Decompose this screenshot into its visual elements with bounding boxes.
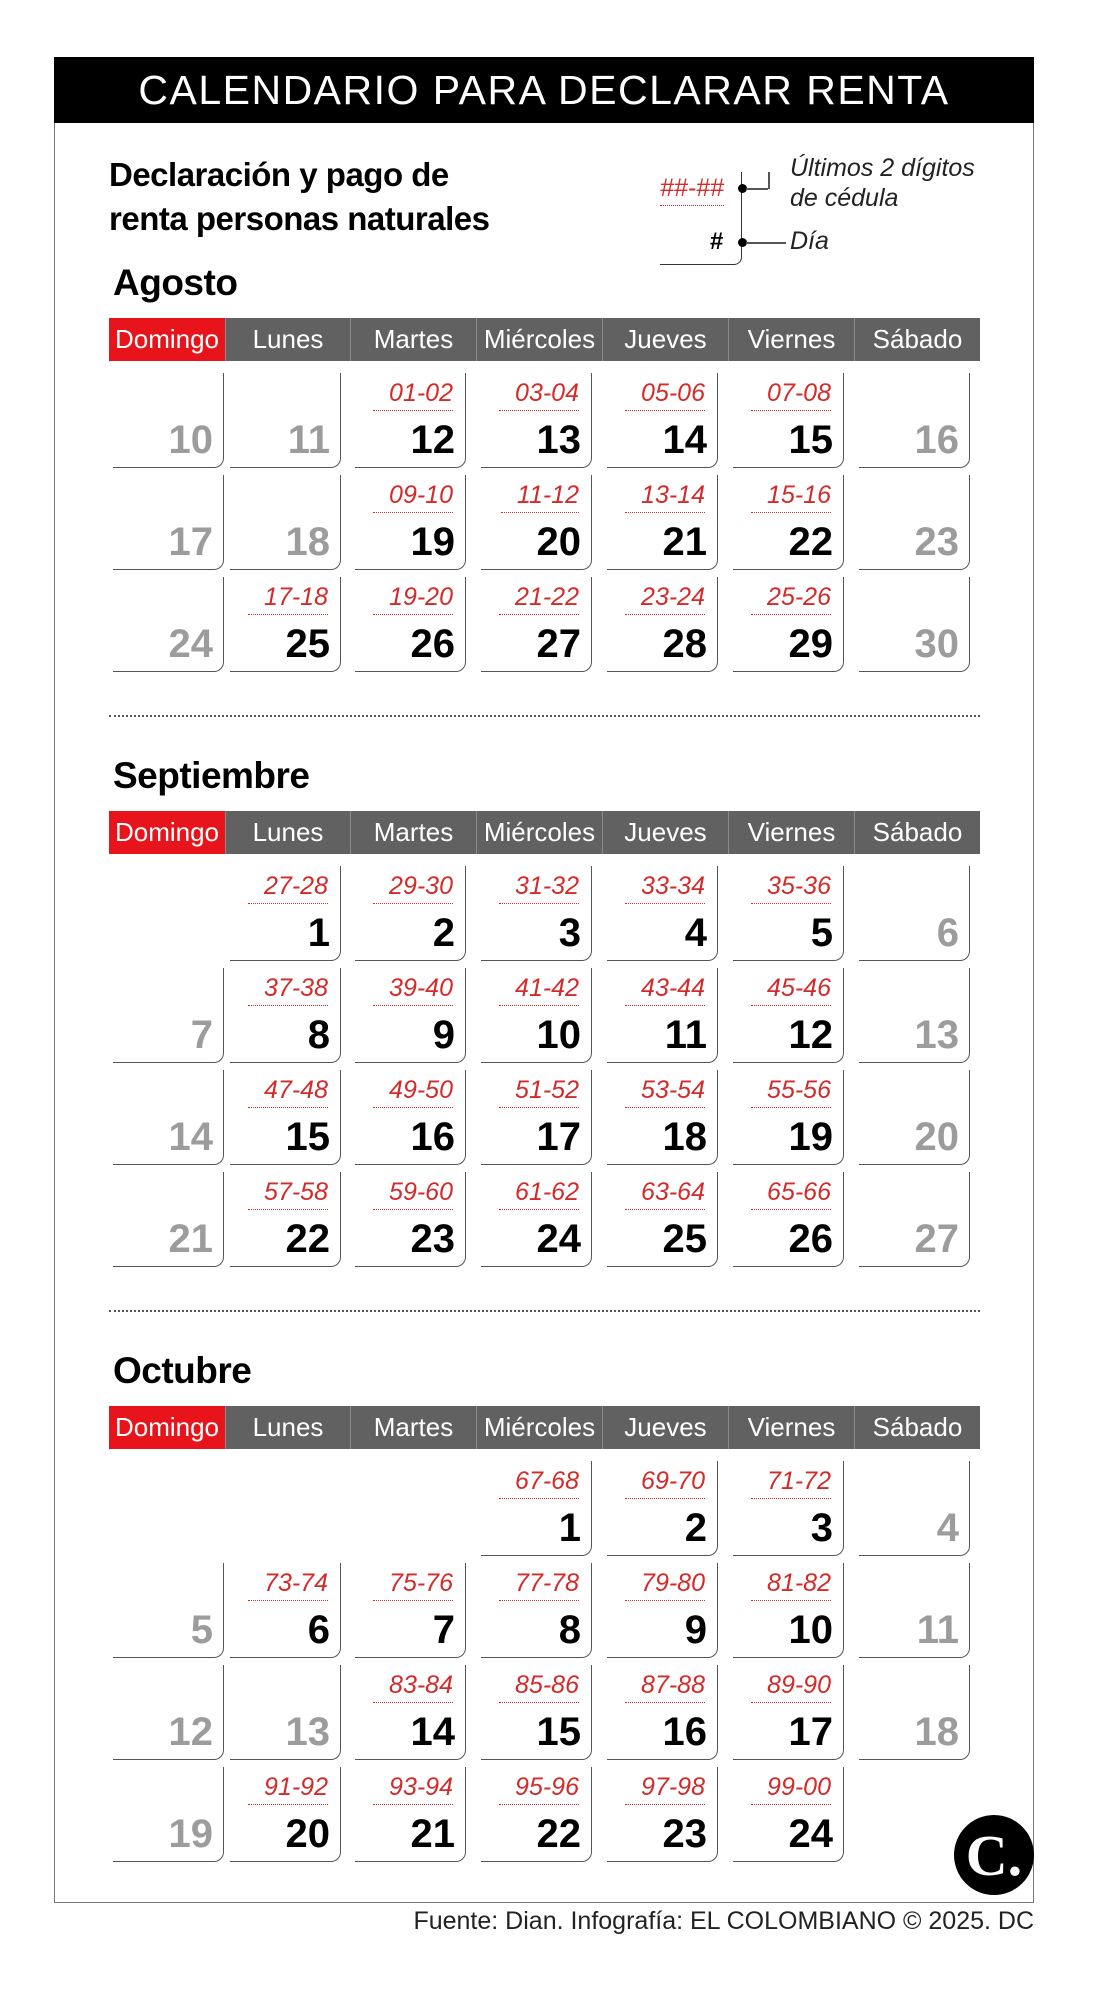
subtitle-line-2: renta personas naturales (109, 200, 490, 237)
weekday-2: Martes (351, 811, 477, 854)
cedula-digits: 63-64 (625, 1177, 705, 1210)
calendar-day (113, 1070, 224, 1165)
cedula-digits: 69-70 (625, 1466, 705, 1499)
day-number: 3 (810, 1506, 833, 1550)
day-number: 18 (914, 1710, 959, 1754)
cedula-digits: 05-06 (625, 378, 705, 411)
deadline-day (607, 1070, 718, 1165)
day-number: 26 (410, 622, 455, 666)
deadline-day (733, 1665, 844, 1760)
deadline-day (733, 373, 844, 468)
deadline-day (355, 866, 466, 961)
day-number: 8 (558, 1608, 581, 1652)
day-number: 28 (662, 622, 707, 666)
calendar-day (113, 1172, 224, 1267)
calendar-day (859, 373, 970, 468)
legend-digits-label-line-2: de cédula (790, 184, 899, 212)
weekday-3: Miércoles (477, 811, 603, 854)
day-number: 12 (410, 418, 455, 462)
deadline-day (481, 1461, 592, 1556)
day-number: 10 (168, 418, 213, 462)
cedula-digits: 07-08 (751, 378, 831, 411)
day-number: 17 (788, 1710, 833, 1754)
weekday-1: Lunes (226, 318, 351, 361)
cedula-digits: 93-94 (373, 1772, 453, 1805)
day-number: 20 (536, 520, 581, 564)
day-number: 2 (684, 1506, 707, 1550)
day-number: 24 (168, 622, 213, 666)
weekday-0: Domingo (109, 1406, 226, 1449)
cedula-digits: 47-48 (248, 1075, 328, 1108)
day-number: 21 (410, 1812, 455, 1856)
day-number: 19 (788, 1115, 833, 1159)
day-number: 2 (432, 911, 455, 955)
cedula-digits: 57-58 (248, 1177, 328, 1210)
deadline-day (607, 1172, 718, 1267)
cedula-digits: 87-88 (625, 1670, 705, 1703)
day-number: 25 (662, 1217, 707, 1261)
day-number: 24 (788, 1812, 833, 1856)
calendar-day (113, 1767, 224, 1862)
day-number: 8 (307, 1013, 330, 1057)
day-number: 11 (664, 1013, 707, 1057)
weekday-2: Martes (351, 1406, 477, 1449)
calendar-day (230, 475, 341, 570)
deadline-day (355, 475, 466, 570)
cedula-digits: 45-46 (751, 973, 831, 1006)
weekday-1: Lunes (226, 1406, 351, 1449)
calendar-day (859, 1665, 970, 1760)
day-number: 12 (788, 1013, 833, 1057)
deadline-day (230, 1563, 341, 1658)
cedula-digits: 13-14 (625, 480, 705, 513)
cedula-digits: 85-86 (499, 1670, 579, 1703)
deadline-day (481, 866, 592, 961)
cedula-digits: 21-22 (499, 582, 579, 615)
day-number: 21 (662, 520, 707, 564)
day-number: 23 (410, 1217, 455, 1261)
cedula-digits: 79-80 (625, 1568, 705, 1601)
day-number: 14 (410, 1710, 455, 1754)
weekday-3: Miércoles (477, 1406, 603, 1449)
day-number: 13 (285, 1710, 330, 1754)
cedula-digits: 31-32 (499, 871, 579, 904)
legend-digits-label (790, 153, 975, 213)
cedula-digits: 81-82 (751, 1568, 831, 1601)
day-number: 11 (916, 1608, 959, 1652)
day-number: 10 (788, 1608, 833, 1652)
weekday-6: Sábado (872, 817, 963, 847)
calendar-day (113, 1563, 224, 1658)
deadline-day (355, 1767, 466, 1862)
weekday-6: Sábado (872, 1412, 963, 1442)
deadline-day (230, 1070, 341, 1165)
legend-day-label: Día (790, 227, 829, 255)
day-number: 29 (788, 622, 833, 666)
deadline-day (733, 577, 844, 672)
deadline-day (355, 968, 466, 1063)
weekday-3: Miércoles (477, 318, 603, 361)
day-number: 9 (684, 1608, 707, 1652)
cedula-digits: 59-60 (373, 1177, 453, 1210)
day-number: 23 (914, 520, 959, 564)
deadline-day (733, 866, 844, 961)
calendar-day (859, 1563, 970, 1658)
day-number: 20 (914, 1115, 959, 1159)
cedula-digits: 67-68 (499, 1466, 579, 1499)
deadline-day (733, 1461, 844, 1556)
cedula-digits: 73-74 (248, 1568, 328, 1601)
subtitle-line-1: Declaración y pago de (109, 156, 449, 193)
cedula-digits: 99-00 (751, 1772, 831, 1805)
deadline-day (355, 577, 466, 672)
day-number: 19 (168, 1812, 213, 1856)
footer-credit: Fuente: Dian. Infografía: EL COLOMBIANO © 2025. DC (413, 1907, 1034, 1935)
deadline-day (733, 1172, 844, 1267)
deadline-day (733, 1563, 844, 1658)
day-number: 14 (662, 418, 707, 462)
day-number: 14 (168, 1115, 213, 1159)
day-number: 23 (662, 1812, 707, 1856)
cedula-digits: 75-76 (373, 1568, 453, 1601)
cedula-digits: 41-42 (499, 973, 579, 1006)
deadline-day (607, 866, 718, 961)
deadline-day (481, 475, 592, 570)
deadline-day (481, 968, 592, 1063)
calendar-day (113, 968, 224, 1063)
deadline-day (607, 475, 718, 570)
cedula-digits: 43-44 (625, 973, 705, 1006)
weekday-6: Sábado (872, 324, 963, 354)
day-number: 18 (662, 1115, 707, 1159)
cedula-digits: 49-50 (373, 1075, 453, 1108)
day-number: 18 (285, 520, 330, 564)
calendar-day (230, 373, 341, 468)
section-divider (109, 1310, 980, 1312)
day-number: 21 (168, 1217, 213, 1261)
cedula-digits: 03-04 (499, 378, 579, 411)
day-number: 30 (914, 622, 959, 666)
deadline-day (230, 866, 341, 961)
deadline-day (481, 1172, 592, 1267)
day-number: 6 (307, 1608, 330, 1652)
deadline-day (481, 1767, 592, 1862)
cedula-digits: 11-12 (501, 480, 579, 513)
deadline-day (607, 373, 718, 468)
weekday-header (109, 318, 980, 361)
day-number: 15 (788, 418, 833, 462)
weekday-5: Viernes (729, 318, 855, 361)
day-number: 3 (558, 911, 581, 955)
cedula-digits: 23-24 (625, 582, 705, 615)
day-number: 11 (287, 418, 330, 462)
day-number: 20 (285, 1812, 330, 1856)
deadline-day (230, 968, 341, 1063)
day-number: 16 (662, 1710, 707, 1754)
cedula-digits: 71-72 (751, 1466, 831, 1499)
weekday-header (109, 1406, 980, 1449)
cedula-digits: 55-56 (751, 1075, 831, 1108)
subtitle (109, 153, 490, 241)
day-number: 22 (285, 1217, 330, 1261)
weekday-0: Domingo (109, 811, 226, 854)
day-number: 17 (536, 1115, 581, 1159)
cedula-digits: 25-26 (751, 582, 831, 615)
deadline-day (607, 1665, 718, 1760)
calendar-day (113, 373, 224, 468)
calendar-day (859, 577, 970, 672)
deadline-day (481, 373, 592, 468)
calendar-day (113, 577, 224, 672)
cedula-digits: 83-84 (373, 1670, 453, 1703)
day-number: 5 (810, 911, 833, 955)
month-title: Octubre (113, 1350, 252, 1391)
cedula-digits: 97-98 (625, 1772, 705, 1805)
deadline-day (607, 1461, 718, 1556)
deadline-day (733, 968, 844, 1063)
cedula-digits: 89-90 (751, 1670, 831, 1703)
calendar-day (113, 475, 224, 570)
day-number: 25 (285, 622, 330, 666)
day-number: 4 (936, 1506, 959, 1550)
cedula-digits: 37-38 (248, 973, 328, 1006)
legend-line-digits (746, 188, 768, 190)
day-number: 1 (307, 911, 330, 955)
cedula-digits: 15-16 (751, 480, 831, 513)
day-number: 7 (432, 1608, 455, 1652)
day-number: 16 (914, 418, 959, 462)
day-number: 10 (536, 1013, 581, 1057)
deadline-day (355, 1070, 466, 1165)
day-number: 7 (190, 1013, 213, 1057)
calendar-day (859, 1172, 970, 1267)
day-number: 6 (936, 911, 959, 955)
weekday-2: Martes (351, 318, 477, 361)
day-number: 19 (410, 520, 455, 564)
deadline-day (355, 1665, 466, 1760)
calendar-day (859, 1461, 970, 1556)
day-number: 1 (558, 1506, 581, 1550)
cedula-digits: 53-54 (625, 1075, 705, 1108)
deadline-day (230, 577, 341, 672)
legend-line-day (746, 242, 786, 244)
cedula-digits: 35-36 (751, 871, 831, 904)
calendar-day (859, 866, 970, 961)
deadline-day (481, 1070, 592, 1165)
day-number: 26 (788, 1217, 833, 1261)
cedula-digits: 95-96 (499, 1772, 579, 1805)
deadline-day (607, 1563, 718, 1658)
day-number: 9 (432, 1013, 455, 1057)
cedula-digits: 17-18 (248, 582, 328, 615)
calendar-day (859, 475, 970, 570)
day-number: 12 (168, 1710, 213, 1754)
legend-sample-digits: ##-## (660, 174, 724, 206)
legend-sample-day: # (710, 228, 724, 255)
cedula-digits: 27-28 (248, 871, 328, 904)
deadline-day (355, 1172, 466, 1267)
day-number: 5 (190, 1608, 213, 1652)
deadline-day (230, 1172, 341, 1267)
calendar-day (230, 1665, 341, 1760)
deadline-day (733, 1070, 844, 1165)
deadline-day (733, 1767, 844, 1862)
cedula-digits: 77-78 (499, 1568, 579, 1601)
legend-digits-label-line-1: Últimos 2 dígitos (790, 154, 975, 182)
deadline-day (607, 968, 718, 1063)
banner-title: CALENDARIO PARA DECLARAR RENTA (54, 57, 1034, 123)
day-number: 13 (536, 418, 581, 462)
day-number: 15 (536, 1710, 581, 1754)
deadline-day (733, 475, 844, 570)
day-number: 17 (168, 520, 213, 564)
deadline-day (607, 577, 718, 672)
month-title: Septiembre (113, 755, 310, 796)
section-divider (109, 715, 980, 717)
weekday-0: Domingo (109, 318, 226, 361)
month-title: Agosto (113, 262, 238, 303)
deadline-day (607, 1767, 718, 1862)
weekday-1: Lunes (226, 811, 351, 854)
deadline-day (481, 577, 592, 672)
weekday-5: Viernes (729, 811, 855, 854)
deadline-day (481, 1665, 592, 1760)
weekday-4: Jueves (603, 811, 729, 854)
weekday-5: Viernes (729, 1406, 855, 1449)
day-number: 22 (788, 520, 833, 564)
calendar-day (859, 1070, 970, 1165)
day-number: 22 (536, 1812, 581, 1856)
deadline-day (355, 1563, 466, 1658)
deadline-day (230, 1767, 341, 1862)
el-colombiano-logo: C. (954, 1815, 1034, 1895)
cedula-digits: 29-30 (373, 871, 453, 904)
weekday-4: Jueves (603, 318, 729, 361)
day-number: 15 (285, 1115, 330, 1159)
day-number: 27 (914, 1217, 959, 1261)
day-number: 16 (410, 1115, 455, 1159)
deadline-day (481, 1563, 592, 1658)
weekday-4: Jueves (603, 1406, 729, 1449)
day-number: 24 (536, 1217, 581, 1261)
cedula-digits: 65-66 (751, 1177, 831, 1210)
day-number: 27 (536, 622, 581, 666)
cedula-digits: 39-40 (373, 973, 453, 1006)
cedula-digits: 33-34 (625, 871, 705, 904)
legend-line-digits-vertical (768, 172, 770, 189)
cedula-digits: 19-20 (373, 582, 453, 615)
cedula-digits: 51-52 (499, 1075, 579, 1108)
cedula-digits: 01-02 (373, 378, 453, 411)
weekday-header (109, 811, 980, 854)
cedula-digits: 61-62 (499, 1177, 579, 1210)
cedula-digits: 91-92 (248, 1772, 328, 1805)
day-number: 4 (684, 911, 707, 955)
calendar-day (859, 968, 970, 1063)
calendar-day (113, 1665, 224, 1760)
cedula-digits: 09-10 (373, 480, 453, 513)
deadline-day (355, 373, 466, 468)
day-number: 13 (914, 1013, 959, 1057)
